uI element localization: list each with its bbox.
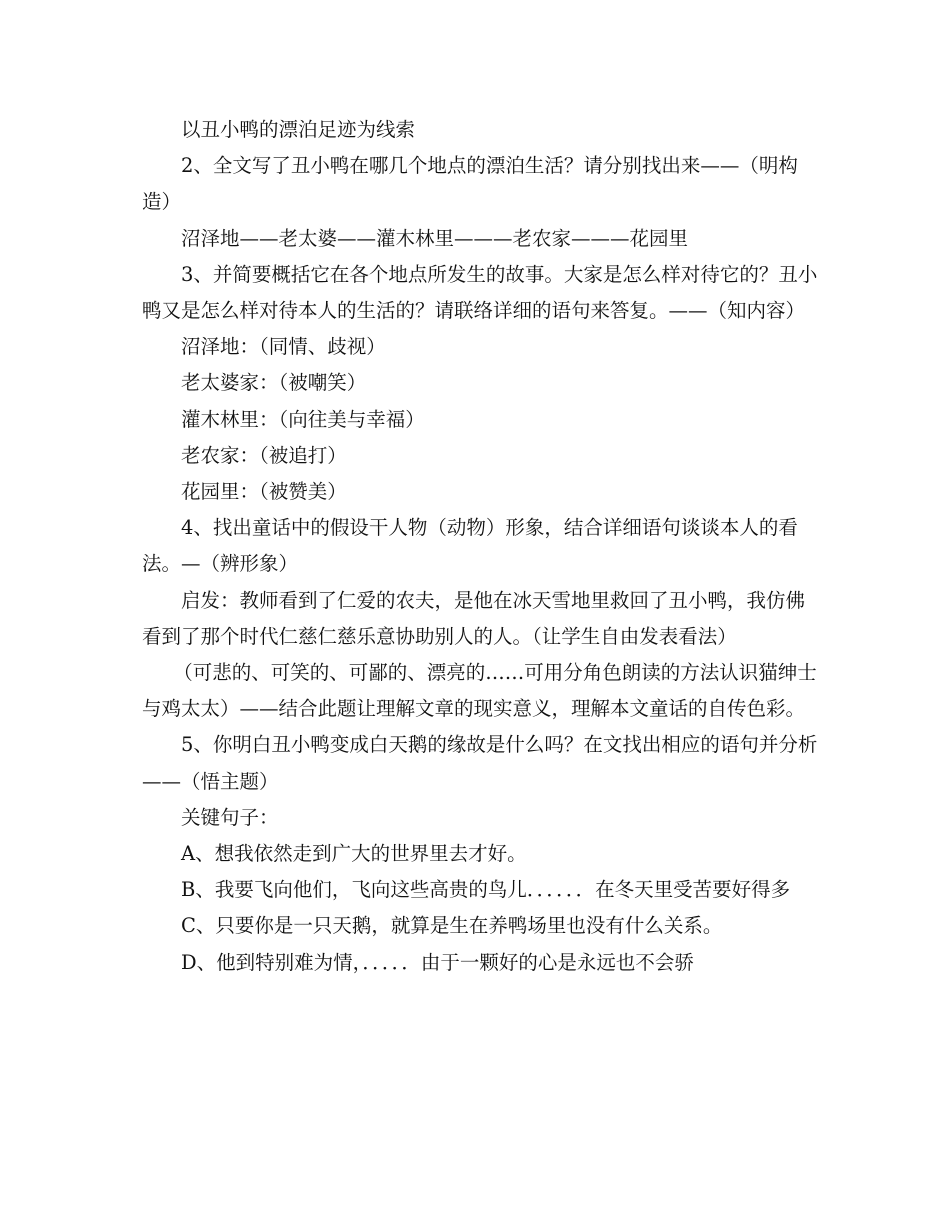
paragraph-inspiration: 启发：教师看到了仁爱的农夫，是他在冰天雪地里救回了丑小鸭，我仿佛看到了那个时代仁慈仁慈乐意协助别人的人。（让学生自由发表看法）: [142, 588, 806, 648]
paragraph-question-4: 4、找出童话中的假设干人物（动物）形象，结合详细语句谈谈本人的看法。—（辨形象）: [142, 516, 798, 576]
paragraph-roles: （可悲的、可笑的、可鄙的、漂亮的……可用分角色朗读的方法认识猫绅士与鸡太太）——结合此题让理解文章的现实意义，理解本文童话的自传色彩。: [142, 661, 817, 721]
paragraph-swamp: 沼泽地：（同情、歧视）: [181, 335, 386, 359]
paragraph-farmer: 老农家：（被追打）: [181, 443, 347, 467]
paragraph-garden: 花园里：（被赞美）: [181, 480, 347, 504]
paragraph-shrubs: 灌木林里：（向往美与幸福）: [181, 407, 425, 431]
paragraph-locations: 沼泽地——老太婆——灌木林里———老农家———花园里: [181, 226, 689, 250]
paragraph-key-sentences: 关键句子：: [181, 805, 279, 829]
paragraph-sentence-c: C、只要你是一只天鹅，就算是生在养鸭场里也没有什么关系。: [181, 914, 723, 938]
paragraph-question-3: 3、并简要概括它在各个地点所发生的故事。大家是怎么样对待它的？丑小鸭又是怎么样对待本人的生活的？请联络详细的语句来答复。——（知内容）: [142, 262, 818, 323]
paragraph-clue: 以丑小鸭的漂泊足迹为线索: [181, 118, 416, 141]
paragraph-old-woman: 老太婆家：（被嘲笑）: [181, 371, 367, 395]
paragraph-question-2: 2、全文写了丑小鸭在哪几个地点的漂泊生活？请分别找出来——（明构造）: [142, 154, 798, 214]
paragraph-sentence-a: A、想我依然走到广大的世界里去才好。: [181, 842, 527, 866]
paragraph-question-5: 5、你明白丑小鸭变成白天鹅的缘故是什么吗？在文找出相应的语句并分析——（悟主题）: [142, 733, 818, 793]
document-body: [142, 112, 822, 981]
paragraph-sentence-b: B、我要飞向他们，飞向这些高贵的鸟儿．．．．．．在冬天里受苦要好得多: [181, 878, 791, 902]
paragraph-sentence-d: D、他到特别难为情，．．．．．由于一颗好的心是永远也不会骄: [181, 950, 694, 974]
